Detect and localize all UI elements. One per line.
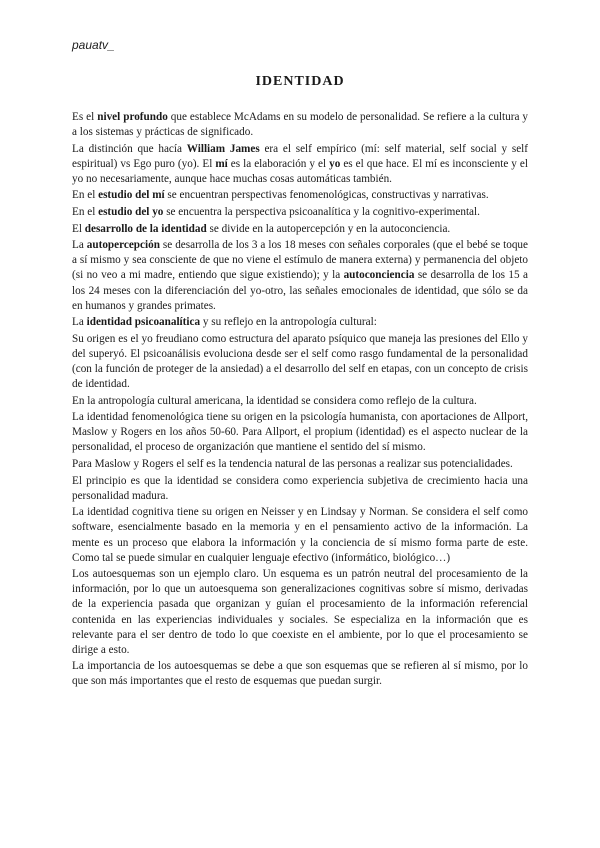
paragraph [72, 659, 528, 689]
text-run: La identidad fenomenológica tiene su origen en la psicología humanista, con aportaciones de Allport, Maslow y Rogers en los años 50-60. Para Allport, el propium (identidad) es el aspecto nuclear de la personalidad, el proceso de organización que mantiene el sentido del sí mismo. [72, 411, 528, 454]
text-run: En la antropología cultural americana, la identidad se considera como reflejo de la cultura. [72, 394, 477, 407]
paragraph [72, 394, 528, 409]
paragraph [72, 222, 528, 237]
bold-term: estudio del yo [98, 206, 164, 219]
bold-term: mí [215, 157, 228, 170]
bold-term: identidad psicoanalítica [86, 316, 201, 329]
text-run: Los autoesquemas son un ejemplo claro. Un esquema es un patrón neutral del procesamiento de la información, por lo que un autoesquema son generalizaciones cognitivas sobre sí mismo, derivadas de la experiencia pasada que organizan y guían el procesamiento de la información referencial contenida en las experiencias individuales y sociales. Se especializa en la información que es relevante para el ser dentro de todo lo que coexiste en el ambiente, por lo que el procesamiento se dirige a esto. [72, 568, 528, 656]
text-run: La distinción que hacía [72, 142, 187, 155]
text-run: La [72, 239, 87, 252]
text-run: La identidad cognitiva tiene su origen en Neisser y en Lindsay y Norman. Se considera el self como software, esencialmente basado en la memoria y en el pensamiento activo de la información. La mente es un proceso que elabora la información y la conciencia de sí mismo forma parte de este. Como tal se puede simular en cualquier lenguaje efectivo (informático, biológico…) [72, 506, 528, 564]
paragraph [72, 567, 528, 658]
text-run: que establece McAdams en su modelo de personalidad. Se refiere a la cultura y a los sistemas y prácticas de significado. [72, 111, 528, 139]
text-run: se divide en la autopercepción y en la autoconciencia. [206, 222, 451, 235]
paragraph [72, 110, 528, 140]
text-run: La [72, 316, 87, 329]
bold-term: desarrollo de la identidad [84, 222, 207, 235]
paragraph [72, 457, 528, 472]
text-run: y su reflejo en la antropología cultural: [200, 316, 377, 329]
paragraph [72, 142, 528, 187]
text-run: se desarrolla de los 3 a los 18 meses con señales corporales (que el bebé se toque a sí mismo y sea consciente de que no viene el estímulo de manera externa) y permanencia del objeto (si no veo a mi madre, entiendo que sigue existiendo); y la [72, 239, 528, 282]
paragraph [72, 238, 528, 313]
text-run: Para Maslow y Rogers el self es la tendencia natural de las personas a realizar sus potencialidades. [72, 458, 513, 471]
paragraph [72, 410, 528, 455]
page-header-author: pauatv_ [72, 38, 115, 52]
paragraph [72, 315, 528, 330]
paragraph [72, 205, 528, 220]
text-run: se encuentra la perspectiva psicoanalítica y la cognitivo-experimental. [163, 206, 480, 219]
text-run: es la elaboración y el [227, 157, 330, 170]
text-run: era el self empírico (mí: self material, self social y self espiritual) vs Ego puro (yo). El [72, 142, 528, 170]
paragraph [72, 188, 528, 203]
text-run: se encuentran perspectivas fenomenológicas, constructivas y narrativas. [164, 189, 489, 202]
bold-term: nivel profundo [97, 111, 168, 123]
text-run: Es el [72, 111, 98, 123]
bold-term: William James [186, 142, 260, 155]
text-run: En el [72, 189, 99, 202]
bold-term: autopercepción [86, 239, 160, 252]
paragraph [72, 332, 528, 392]
paragraph [72, 505, 528, 565]
text-run: Su origen es el yo freudiano como estructura del aparato psíquico que maneja las presiones del Ello y del superyó. El psicoanálisis evoluciona desde ser el self como rasgo fundamental de la personalidad (con la función de proteger de la ansiedad) a el desarrollo del self en etapas, con un concepto de crisis de identidad. [72, 332, 528, 391]
bold-term: yo [329, 157, 341, 170]
text-run: es el que hace. El mí es inconsciente y el yo no necesariamente, aunque hace muchas cosas automáticas también. [72, 157, 528, 185]
text-run: El [72, 222, 85, 235]
text-run: La importancia de los autoesquemas se debe a que son esquemas que se refieren al sí mismo, por lo que son más importantes que el resto de esquemas que puedan surgir. [72, 660, 528, 688]
document-title: IDENTIDAD [255, 74, 345, 89]
text-run: El principio es que la identidad se considera como experiencia subjetiva de crecimiento hacia una personalidad madura. [72, 474, 528, 502]
bold-term: autoconciencia [343, 269, 415, 282]
text-run: se desarrolla de los 15 a los 24 meses con la diferenciación del yo-otro, las señales emocionales de identidad, que sólo se da en humanos y grandes primates. [72, 269, 528, 312]
document-body [72, 110, 528, 691]
paragraph [72, 474, 528, 504]
bold-term: estudio del mí [98, 189, 165, 202]
text-run: En el [72, 206, 99, 219]
